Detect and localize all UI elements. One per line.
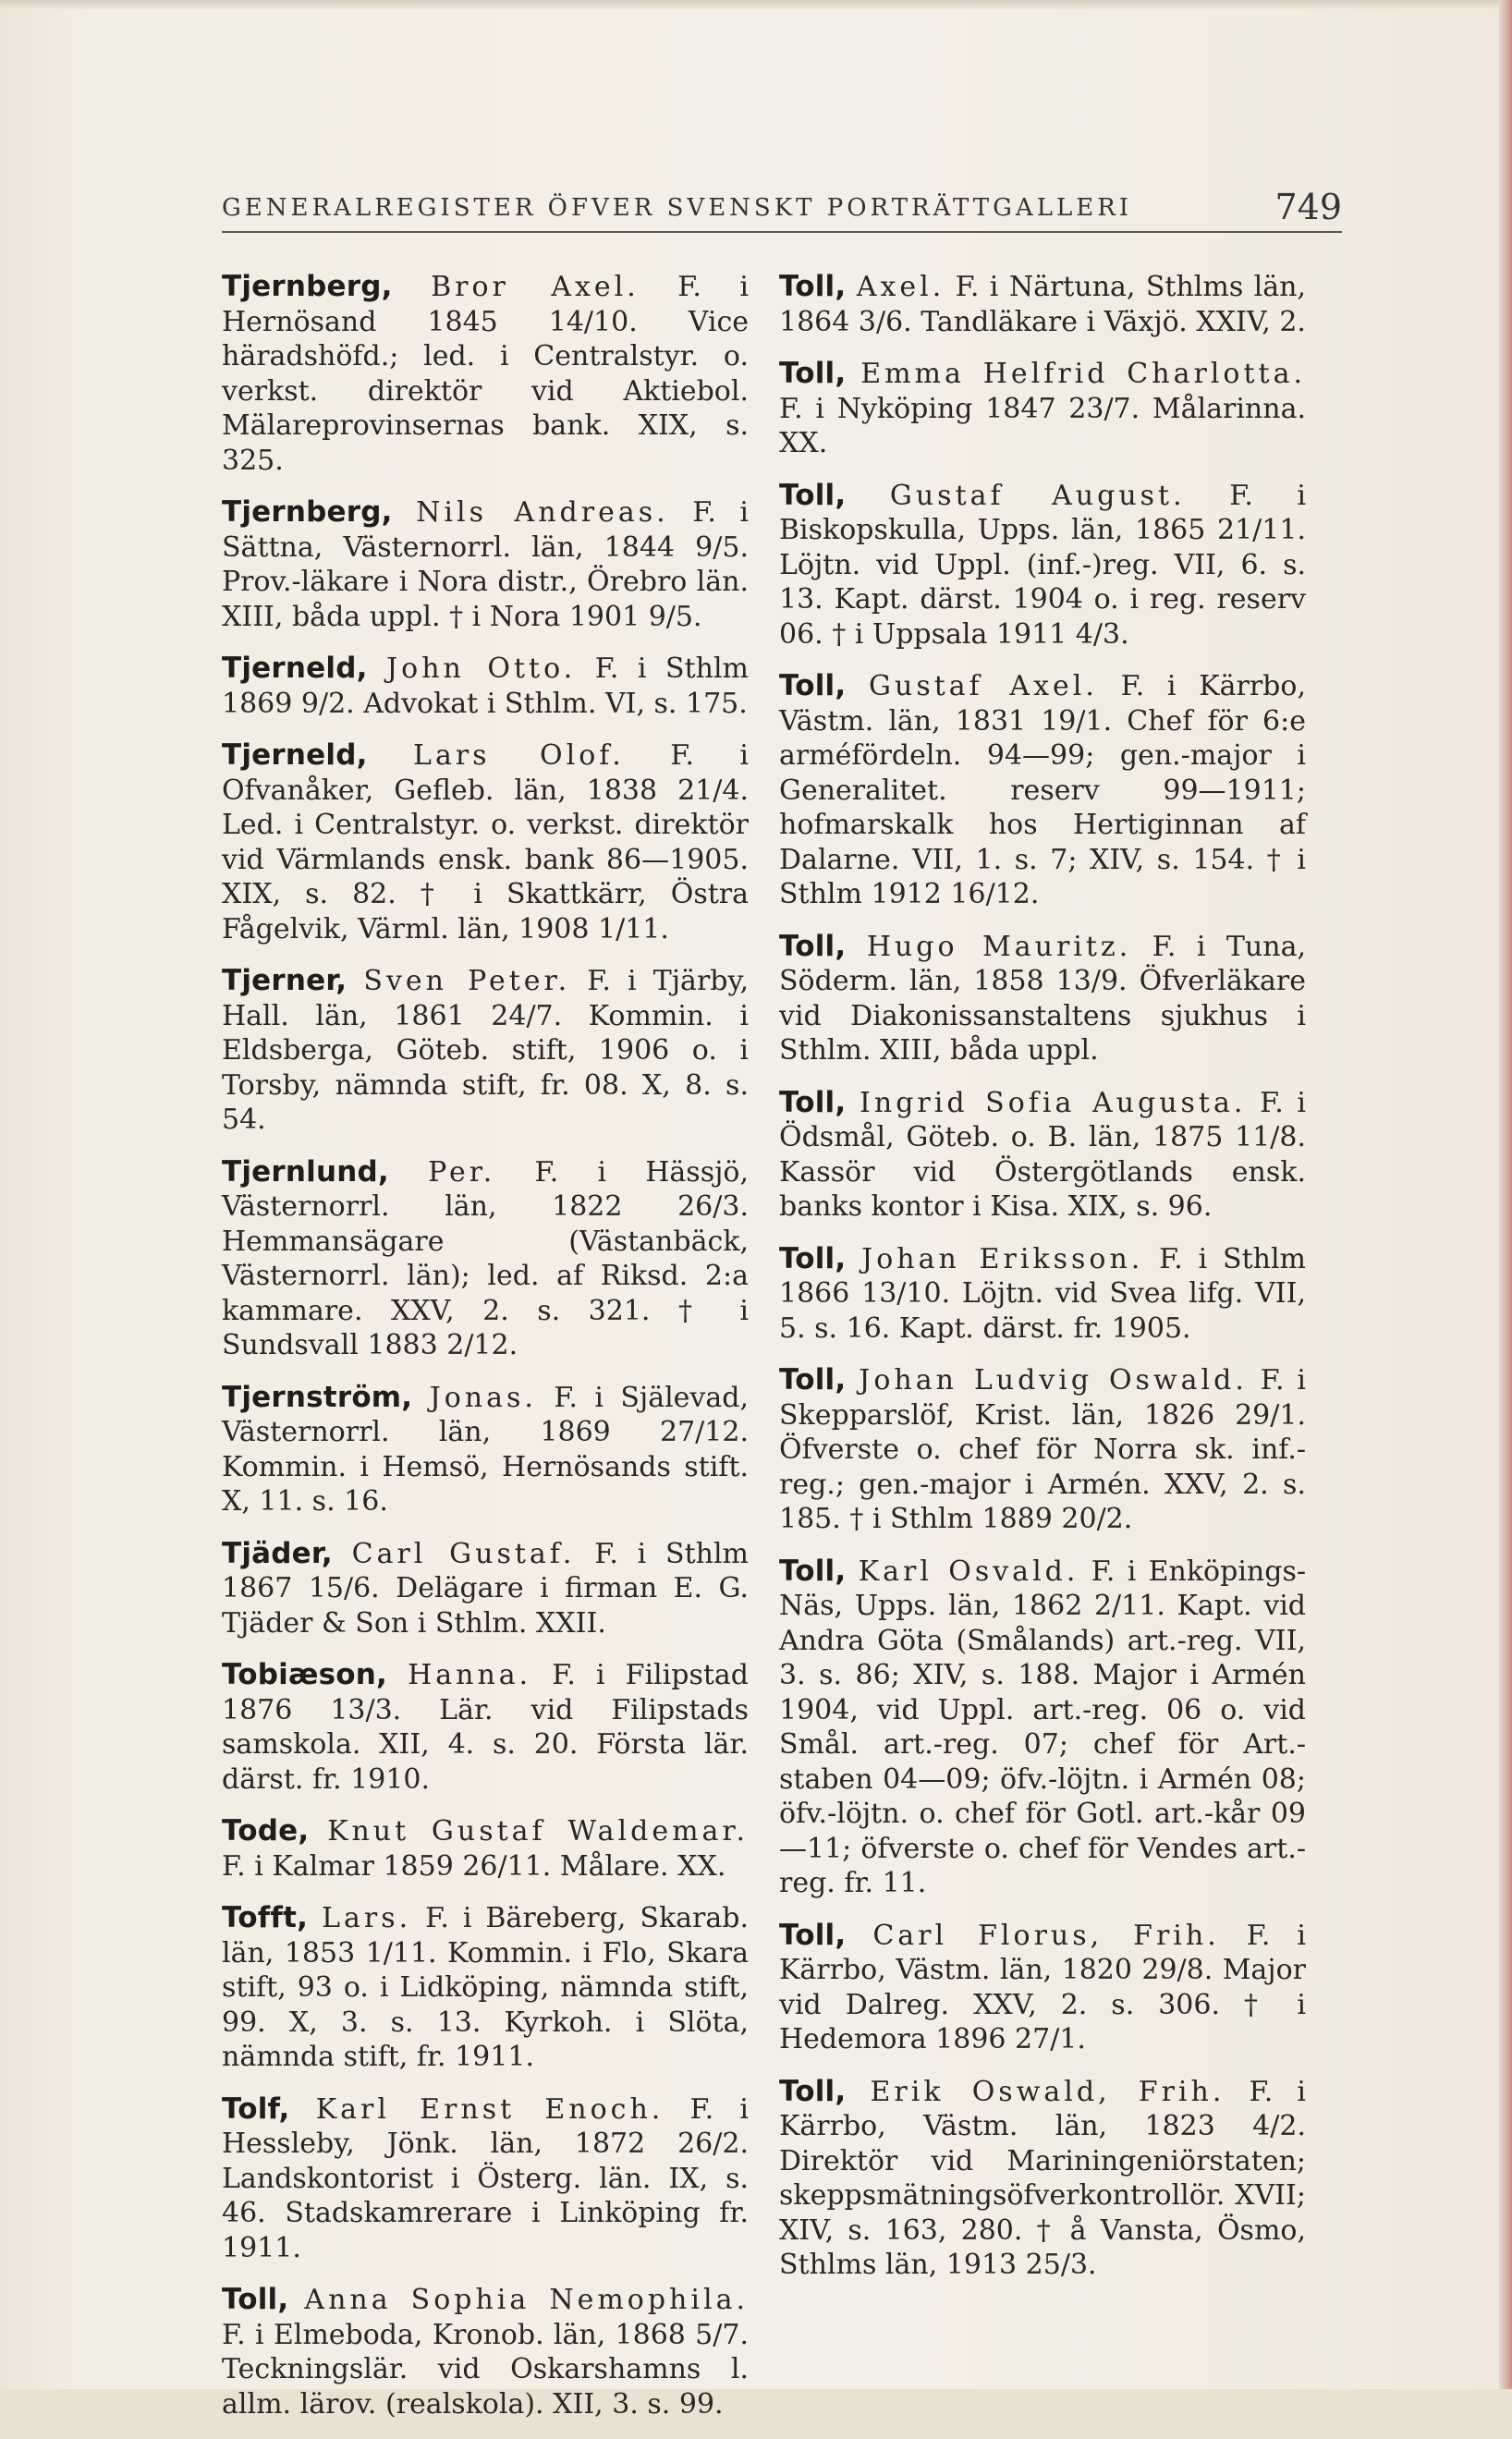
register-entry [222,652,749,721]
register-entry [222,1814,749,1884]
register-entry [779,270,1306,339]
entry-given-name: Karl Osvald. [858,1555,1079,1588]
entry-given-name: Lars Olof. [413,739,625,772]
entry-given-name: Knut Gustaf Waldemar. [327,1815,749,1848]
register-entry [779,1919,1306,2057]
register-entry [779,357,1306,461]
entry-surname: Tjerneld, [222,738,368,772]
entry-details: F. i Tuna, Söderm. län, 1858 13/9. Öfverläkare vid Diakonissanstaltens sjukhus i Sthlm. XIII, båda uppl. [779,930,1306,1067]
entry-details: F. i Nyköping 1847 23/7. Målarinna. XX. [779,392,1306,459]
entry-surname: Toll, [779,1918,847,1952]
entry-surname: Tobiæson, [222,1658,388,1691]
entry-surname: Toll, [779,1241,847,1275]
entry-given-name: Gustaf August. [889,479,1186,512]
register-entry [779,2075,1306,2283]
entry-given-name: John Otto. [386,652,577,685]
entry-surname: Tjernberg, [222,270,393,303]
entry-details: F. i Kalmar 1859 26/11. Målare. XX. [222,1849,726,1883]
entry-given-name: Sven Peter. [363,965,571,997]
entry-details: F. i Filipstad 1876 13/3. Lär. vid Filipstads samskola. XII, 4. s. 20. Första lär. därst. fr. 1910. [222,1659,749,1796]
page-number: 749 [1274,187,1342,227]
register-entry [779,1086,1306,1225]
entry-given-name: Bror Axel. [431,271,640,303]
entry-details: F. i Sthlm 1869 9/2. Advokat i Sthlm. VI, s. 175. [222,652,749,720]
entry-details: F. i Kärrbo, Västm. län, 1823 4/2. Direktör vid Mariningeniörstaten; skeppsmätningsöfverkontrollör. XVII; XIV, s. 163, 280. † å Vansta, Ösmo, Sthlms län, 1913 25/3. [779,2075,1306,2281]
entry-surname: Tjerner, [222,964,348,997]
entry-given-name: Nils Andreas. [416,496,669,529]
running-header [222,176,1342,233]
entry-surname: Tode, [222,1814,310,1848]
register-entry [222,2283,749,2421]
entry-surname: Tjernström, [222,1380,413,1414]
entry-surname: Tofft, [222,1901,309,1934]
entry-details: F. i Sättna, Västernorrl. län, 1844 9/5. Prov.-läkare i Nora distr., Örebro län. XIII, båda uppl. † i Nora 1901 9/5. [222,496,750,633]
entry-given-name: Carl Gustaf. [351,1537,576,1570]
entry-given-name: Lars. [322,1902,412,1934]
entry-surname: Tolf, [222,2091,290,2126]
entry-details: F. i Sthlm 1867 15/6. Delägare i firman E. G. Tjäder & Son i Sthlm. XXII. [222,1537,749,1640]
entry-details: F. i Tjärby, Hall. län, 1861 24/7. Kommin. i Eldsberga, Göteb. stift, 1906 o. i Torsby, nämnda stift, fr. 08. X, 8. s. 54. [222,965,749,1136]
register-entry [222,495,749,634]
entry-details: F. i Kärrbo, Västm. län, 1820 29/8. Major vid Dalreg. XXV, 2. s. 306. † i Hedemora 1896 27/1. [779,1919,1306,2055]
entry-given-name: Anna Sophia Nemophila. [304,2284,749,2316]
entry-given-name: Ingrid Sofia Augusta. [860,1086,1247,1119]
register-entry [779,1363,1306,1537]
entry-given-name: Johan Ludvig Oswald. [859,1364,1248,1396]
register-entry [222,1381,749,1519]
entry-given-name: Hanna. [408,1659,532,1691]
entry-given-name: Erik Oswald, Frih. [870,2075,1225,2108]
entry-surname: Tjernberg, [222,495,393,529]
register-entry [222,1155,749,1363]
header-title: GENERALREGISTER ÖFVER SVENSKT PORTRÄTTGALLERI [222,194,1133,222]
entry-surname: Toll, [779,1554,847,1588]
entry-surname: Toll, [779,478,847,512]
entry-details: F. i Kärrbo, Västm. län, 1831 19/1. Chef för 6:e arméfördeln. 94—99; gen.-major i Generalitet. reserv 99—1911; hofmarskalk hos Hertiginnan af Dalarne. VII, 1. s. 7; XIV, s. 154. † i Sthlm 1912 16/12. [779,670,1306,910]
register-entry [222,964,749,1138]
entry-given-name: Carl Florus, Frih. [872,1919,1220,1952]
entry-given-name: Gustaf Axel. [869,670,1098,702]
entry-details: F. i Enköpings-Näs, Upps. län, 1862 2/11. Kapt. vid Andra Göta (Smålands) art.-reg. VII, 3. s. 86; XIV, s. 188. Major i Armén 1904, vid Uppl. art.-reg. 06 o. vid Smål. art.-reg. 07; chef för Art.-staben 04—09; öfv.-löjtn. i Armén 08; öfv.-löjtn. o. chef för Gotl. art.-kår 09—11; öfverste o. chef för Vendes art.-reg. fr. 11. [779,1555,1306,1899]
entry-surname: Toll, [779,1363,847,1396]
right-column [779,270,1306,2300]
entry-surname: Toll, [779,2074,847,2108]
register-entry [779,479,1306,652]
register-entry [779,930,1306,1068]
entry-surname: Toll, [222,2283,289,2316]
entry-details: F. i Sthlm 1866 13/10. Löjtn. vid Svea lifg. VII, 5. s. 16. Kapt. därst. fr. 1905. [779,1242,1306,1345]
entry-details: F. i Elmeboda, Kronob. län, 1868 5/7. Teckningslär. vid Oskarshamns l. allm. lärov. (realskola). XII, 3. s. 99. [222,2318,749,2421]
register-entry [779,669,1306,912]
entry-surname: Toll, [779,1085,847,1119]
register-entry [779,1555,1306,1901]
entry-details: F. i Bäreberg, Skarab. län, 1853 1/11. Kommin. i Flo, Skara stift, 93 o. i Lidköping, nämnda stift, 99. X, 3. s. 13. Kyrkoh. i Slöta, nämnda stift, fr. 1911. [222,1902,750,2073]
entry-details: F. i Hässjö, Västernorrl. län, 1822 26/3. Hemmansägare (Västanbäck, Västernorrl. län); led. af Riksd. 2:a kammare. XXV, 2. s. 321. † i Sundsvall 1883 2/12. [222,1155,749,1361]
header-rule [222,231,1342,233]
entry-details: F. i Själevad, Västernorrl. län, 1869 27/12. Kommin. i Hemsö, Hernösands stift. X, 11. s. 16. [222,1381,749,1518]
entry-given-name: Hugo Mauritz. [866,930,1132,963]
entry-surname: Toll, [779,270,847,303]
register-entry [222,1537,749,1641]
entry-surname: Tjerneld, [222,652,368,685]
entry-given-name: Johan Eriksson. [861,1242,1144,1275]
entry-details: F. i Ofvanåker, Gefleb. län, 1838 21/4. Led. i Centralstyr. o. verkst. direktör vid Värmlands ensk. bank 86—1905. XIX, s. 82. † i Skattkärr, Östra Fågelvik, Värml. län, 1908 1/11. [222,739,750,945]
register-entry [779,1242,1306,1347]
entry-details: F. i Biskopskulla, Upps. län, 1865 21/11. Löjtn. vid Uppl. (inf.-)reg. VII, 6. s. 13. Kapt. därst. 1904 o. i reg. reserv 06. † i Uppsala 1911 4/3. [779,479,1306,651]
entry-given-name: Jonas. [429,1381,537,1414]
entry-given-name: Per. [428,1155,496,1189]
register-entry [222,1901,749,2075]
entry-details: F. i Ödsmål, Göteb. o. B. län, 1875 11/8. Kassör vid Östergötlands ensk. banks kontor i Kisa. XIX, s. 96. [779,1086,1307,1223]
page-right-edge [1499,0,1512,2389]
entry-surname: Toll, [779,929,847,963]
register-entry [222,270,749,478]
entry-details: F. i Skepparslöf, Krist. län, 1826 29/1. Öfverste o. chef för Norra sk. inf.-reg.; gen.-major i Armén. XXV, 2. s. 185. † i Sthlm 1889 20/2. [779,1364,1306,1535]
page-top-edge [0,0,1512,9]
register-entry [222,2092,749,2266]
entry-surname: Toll, [779,357,847,390]
entry-given-name: Karl Ernst Enoch. [315,2092,665,2126]
register-entry [222,738,749,946]
entry-details: F. i Närtuna, Sthlms län, 1864 3/6. Tandläkare i Växjö. XXIV, 2. [779,271,1306,338]
entry-given-name: Axel. [856,271,945,303]
entry-given-name: Emma Helfrid Charlotta. [860,358,1306,390]
left-column [222,270,749,2439]
entry-details: F. i Hernösand 1845 14/10. Vice häradshöfd.; led. i Centralstyr. o. verkst. direktör vid Aktiebol. Mälareprovinsernas bank. XIX, s. 325. [222,271,750,477]
entry-details: F. i Hessleby, Jönk. län, 1872 26/2. Landskontorist i Österg. län. IX, s. 46. Stadskamrerare i Linköping fr. 1911. [222,2092,750,2264]
entry-surname: Tjäder, [222,1536,333,1570]
register-entry [222,1658,749,1797]
entry-surname: Toll, [779,669,847,702]
entry-surname: Tjernlund, [222,1154,389,1189]
